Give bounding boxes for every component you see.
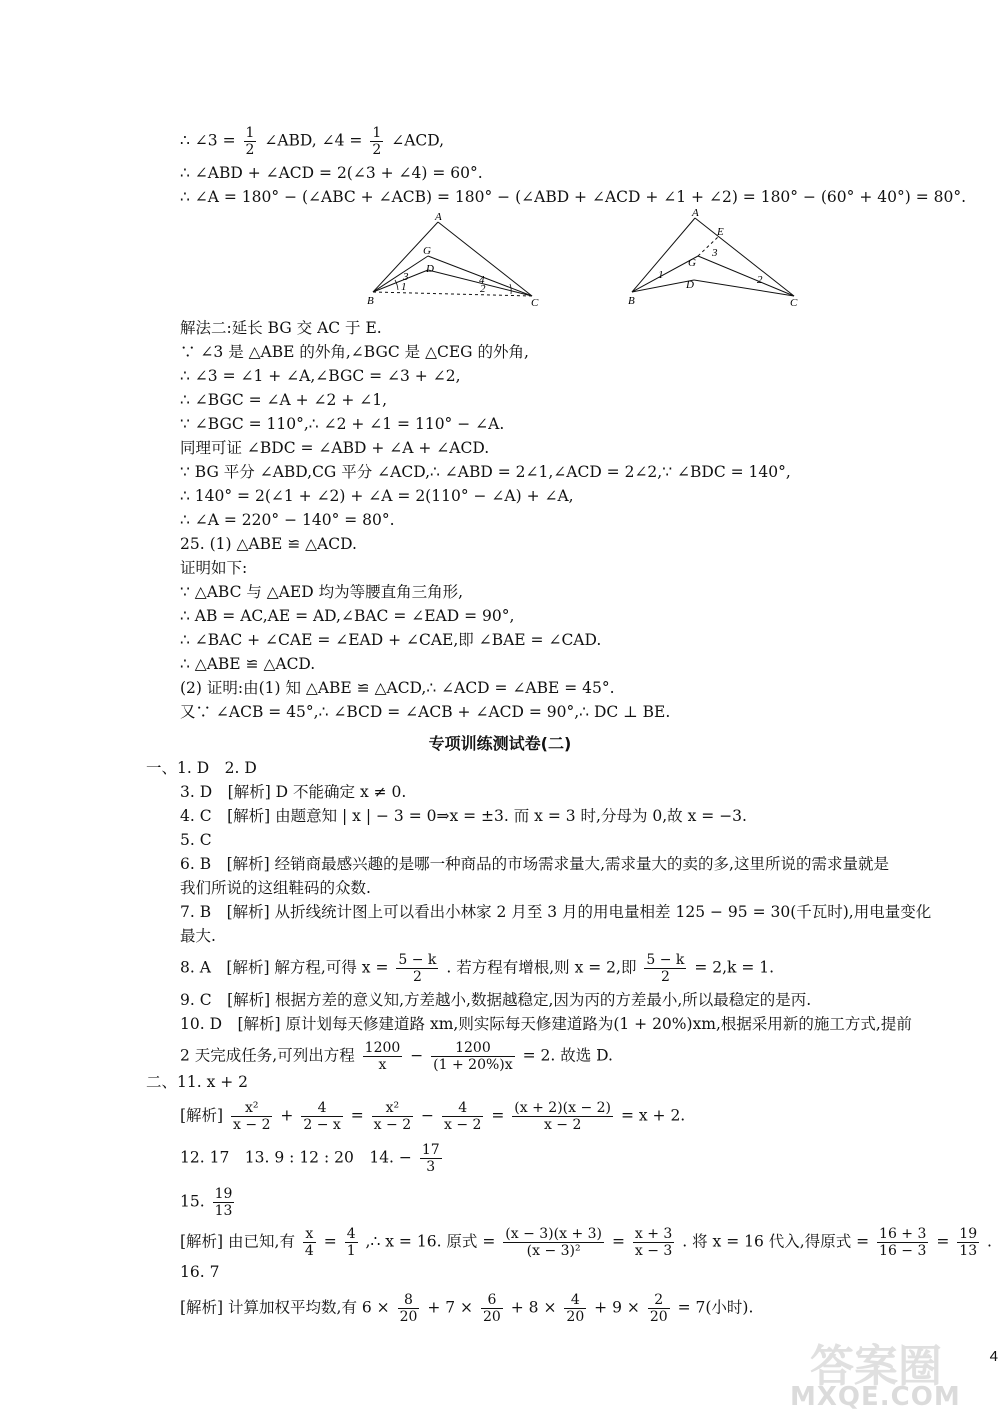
fraction <box>301 1100 342 1133</box>
denominator: 2 <box>372 142 382 158</box>
fraction <box>244 125 257 158</box>
label-G: G <box>423 245 431 257</box>
denominator: 20 <box>483 1309 501 1325</box>
page-number: 4 <box>989 1348 998 1365</box>
fraction <box>231 1100 272 1133</box>
label-A: A <box>692 208 699 219</box>
label-B: B <box>628 295 635 307</box>
triangle-figure-1 <box>365 210 545 310</box>
answer-line: 最大. <box>180 927 216 945</box>
label-D: D <box>686 279 694 291</box>
text: [解析] 计算加权平均数,有 6 × <box>180 1298 390 1317</box>
text-line: 25. (1) △ABE ≌ △ACD. <box>180 535 357 553</box>
answer-line: 3. D [解析] D 不能确定 x ≠ 0. <box>180 783 407 801</box>
fraction <box>420 1142 442 1175</box>
numerator: (x − 3)(x + 3) <box>505 1226 602 1242</box>
numerator: 1200 <box>431 1040 514 1057</box>
text: = <box>350 1106 364 1125</box>
denominator: 20 <box>566 1309 585 1325</box>
fraction <box>345 1226 358 1259</box>
answer-line: 一、1. D 2. D <box>146 759 257 777</box>
numerator: x² <box>372 1100 413 1117</box>
numerator: x <box>303 1226 316 1243</box>
answer-8 <box>180 952 774 985</box>
text: 12. 17 13. 9 : 12 : 20 14. − <box>180 1148 412 1167</box>
label-angle-1: 1 <box>658 269 664 281</box>
numerator: 5 − k <box>646 952 685 968</box>
text: − <box>410 1046 424 1065</box>
text: + <box>280 1106 294 1125</box>
text: + 9 × <box>594 1298 640 1317</box>
text-line: 又∵ ∠ACB = 45°,∴ ∠BCD = ∠ACB + ∠ACD = 90°,∴ DC ⊥ BE. <box>180 703 671 721</box>
denominator: x − 2 <box>373 1117 412 1133</box>
text: − <box>421 1106 435 1125</box>
denominator: 4 <box>304 1243 314 1259</box>
fraction <box>648 1292 670 1325</box>
answer-16-explanation <box>180 1292 753 1325</box>
text-line: ∴ ∠A = 220° − 140° = 80°. <box>180 511 395 529</box>
denominator: 20 <box>649 1309 668 1325</box>
denominator: x − 2 <box>543 1117 582 1133</box>
text-line: (2) 证明:由(1) 知 △ABE ≌ △ACD,∴ ∠ACD = ∠ABE = 45°. <box>180 679 615 697</box>
numerator: 5 − k <box>398 952 437 968</box>
watermark-logo-text: 答案圈 <box>810 1341 942 1392</box>
text-line: 解法二:延长 BG 交 AC 于 E. <box>180 319 382 337</box>
fraction <box>370 125 383 158</box>
text: [解析] 由已知,有 <box>180 1232 295 1251</box>
fraction <box>957 1226 979 1259</box>
text-line: ∴ AB = AC,AE = AD,∠BAC = ∠EAD = 90°, <box>180 607 515 625</box>
denominator: x − 2 <box>443 1117 482 1133</box>
fraction <box>398 1292 420 1325</box>
numerator: 6 <box>481 1292 503 1309</box>
answer-15 <box>180 1186 237 1219</box>
denominator: 2 <box>660 969 670 985</box>
numerator: 4 <box>301 1100 342 1117</box>
numerator: x² <box>231 1100 272 1117</box>
fraction <box>503 1226 604 1259</box>
denominator: x − 3 <box>634 1243 673 1259</box>
text: = <box>491 1106 505 1125</box>
fraction <box>431 1040 514 1073</box>
text: . <box>987 1232 992 1251</box>
text: ,∴ x = 16. 原式 = <box>365 1232 496 1251</box>
denominator: 2 − x <box>303 1117 341 1133</box>
denominator: 16 − 3 <box>879 1243 927 1259</box>
text: + 8 × <box>510 1298 557 1317</box>
denominator: 13 <box>214 1203 233 1219</box>
denominator: 20 <box>399 1309 418 1325</box>
numerator: 1200 <box>364 1040 401 1056</box>
numerator: 19 <box>959 1226 978 1242</box>
fraction <box>213 1186 235 1219</box>
label-angle-2: 2 <box>480 283 486 295</box>
text: = x + 2. <box>620 1106 686 1125</box>
answer-15-explanation <box>180 1226 992 1259</box>
text: 15. <box>180 1192 205 1211</box>
numerator: 4 <box>346 1226 356 1242</box>
text: = 2. 故选 D. <box>522 1046 613 1065</box>
text: = <box>611 1232 625 1251</box>
text: . 若方程有增根,则 x = 2,即 <box>446 958 637 977</box>
text-line: ∵ BG 平分 ∠ABD,CG 平分 ∠ACD,∴ ∠ABD = 2∠1,∠ACD = 2∠2,∵ ∠BDC = 140°, <box>180 463 791 481</box>
fraction <box>877 1226 928 1259</box>
answer-11-explanation <box>180 1100 685 1133</box>
numerator: 4 <box>564 1292 586 1309</box>
label-angle-4: 4 <box>479 274 485 286</box>
text-line: ∴ △ABE ≌ △ACD. <box>180 655 316 673</box>
denominator: x <box>378 1057 387 1073</box>
label-C: C <box>790 297 798 308</box>
answer-10: 10. D [解析] 原计划每天修建道路 xm,则实际每天修建道路为(1 + 20%)xm,根据采用新的施工方式,提前 <box>180 1015 912 1033</box>
numerator: 2 <box>648 1292 670 1309</box>
answers-12-14 <box>180 1142 445 1175</box>
denominator: (x − 3)² <box>526 1243 581 1259</box>
numerator: 8 <box>398 1292 420 1309</box>
solution-line-3: ∴ ∠A = 180° − (∠ABC + ∠ACB) = 180° − (∠ABD + ∠ACD + ∠1 + ∠2) = 180° − (60° + 40°) = 80°. <box>180 188 967 206</box>
watermark <box>790 1330 998 1410</box>
numerator: 1 <box>245 125 255 141</box>
section-title: 专项训练测试卷(二) <box>428 734 572 753</box>
text: . 将 x = 16 代入,得原式 = <box>682 1232 870 1251</box>
answer-line: 6. B [解析] 经销商最感兴趣的是哪一种商品的市场需求量大,需求量大的卖的多,这里所说的需求量就是 <box>180 855 889 873</box>
answer-line: 5. C <box>180 831 212 849</box>
numerator: 17 <box>421 1142 440 1158</box>
fraction <box>372 1100 413 1133</box>
denominator: x − 2 <box>233 1117 271 1133</box>
denominator: 1 <box>346 1243 356 1259</box>
text: 8. A [解析] 解方程,可得 x = <box>180 958 389 977</box>
fraction <box>442 1100 483 1133</box>
solution-line-2: ∴ ∠ABD + ∠ACD = 2(∠3 + ∠4) = 60°. <box>180 164 483 182</box>
label-angle-3: 3 <box>712 247 718 259</box>
answer-line: 4. C [解析] 由题意知 | x | − 3 = 0⇒x = ±3. 而 x = 3 时,分母为 0,故 x = −3. <box>180 807 747 825</box>
text: = <box>323 1232 337 1251</box>
label-E: E <box>717 226 724 238</box>
fraction <box>396 952 438 985</box>
text-line: ∴ ∠3 = ∠1 + ∠A,∠BGC = ∠3 + ∠2, <box>180 367 461 385</box>
answer-line: 我们所说的这组鞋码的众数. <box>180 879 371 897</box>
watermark-url: MXQE.COM <box>790 1382 961 1412</box>
label-angle-2: 2 <box>757 274 763 286</box>
answer-16: 16. 7 <box>180 1263 220 1281</box>
numerator: 19 <box>214 1186 233 1202</box>
answer-9: 9. C [解析] 根据方差的意义知,方差越小,数据越稳定,因为丙的方差最小,所以最稳定的是丙. <box>180 991 812 1009</box>
text: = 2,k = 1. <box>694 958 775 977</box>
text: [解析] <box>180 1106 224 1125</box>
answer-10-equation <box>180 1040 613 1073</box>
fraction <box>512 1100 613 1133</box>
denominator: 3 <box>426 1159 436 1175</box>
text: = 7(小时). <box>677 1298 754 1317</box>
label-B: B <box>367 295 374 307</box>
numerator: 16 + 3 <box>879 1226 927 1242</box>
text: ∠ACD, <box>391 131 445 150</box>
text-line: ∵ △ABC 与 △AED 均为等腰直角三角形, <box>180 583 464 601</box>
denominator: (1 + 20%)x <box>433 1057 513 1073</box>
text: + 7 × <box>427 1298 474 1317</box>
fraction <box>481 1292 503 1325</box>
fraction <box>564 1292 586 1325</box>
numerator: (x + 2)(x − 2) <box>514 1100 612 1116</box>
text-line: ∴ 140° = 2(∠1 + ∠2) + ∠A = 2(110° − ∠A) + ∠A, <box>180 487 574 505</box>
numerator: x + 3 <box>634 1226 673 1242</box>
fraction <box>303 1226 316 1259</box>
text: = <box>936 1232 950 1251</box>
denominator: 13 <box>959 1243 978 1259</box>
fraction <box>633 1226 674 1259</box>
text-line: ∴ ∠BAC + ∠CAE = ∠EAD + ∠CAE,即 ∠BAE = ∠CAD. <box>180 631 602 649</box>
label-C: C <box>531 297 539 309</box>
label-G: G <box>688 257 696 269</box>
numerator: 4 <box>442 1100 483 1117</box>
label-angle-1: 1 <box>401 281 407 293</box>
denominator: 2 <box>245 142 255 158</box>
triangle-figure-2 <box>622 208 812 308</box>
fraction <box>363 1040 403 1073</box>
solution-line-1 <box>180 125 444 158</box>
text: ∴ ∠3 = <box>180 131 236 150</box>
text-line: ∴ ∠BGC = ∠A + ∠2 + ∠1, <box>180 391 388 409</box>
answer-line: 7. B [解析] 从折线统计图上可以看出小林家 2 月至 3 月的用电量相差 125 − 95 = 30(千瓦时),用电量变化 <box>180 903 932 921</box>
answer-11: 二、11. x + 2 <box>146 1073 249 1091</box>
text-line: ∵ ∠3 是 △ABE 的外角,∠BGC 是 △CEG 的外角, <box>180 343 529 361</box>
denominator: 2 <box>412 969 422 985</box>
fraction <box>644 952 686 985</box>
text: 2 天完成任务,可列出方程 <box>180 1046 355 1065</box>
numerator: 1 <box>372 125 382 141</box>
label-D: D <box>426 263 434 275</box>
text: ∠ABD, ∠4 = <box>264 131 363 150</box>
label-angle-3: 3 <box>403 271 409 283</box>
text-line: 证明如下: <box>180 559 248 577</box>
label-A: A <box>435 211 442 223</box>
text-line: ∵ ∠BGC = 110°,∴ ∠2 + ∠1 = 110° − ∠A. <box>180 415 505 433</box>
text-line: 同理可证 ∠BDC = ∠ABD + ∠A + ∠ACD. <box>180 439 490 457</box>
